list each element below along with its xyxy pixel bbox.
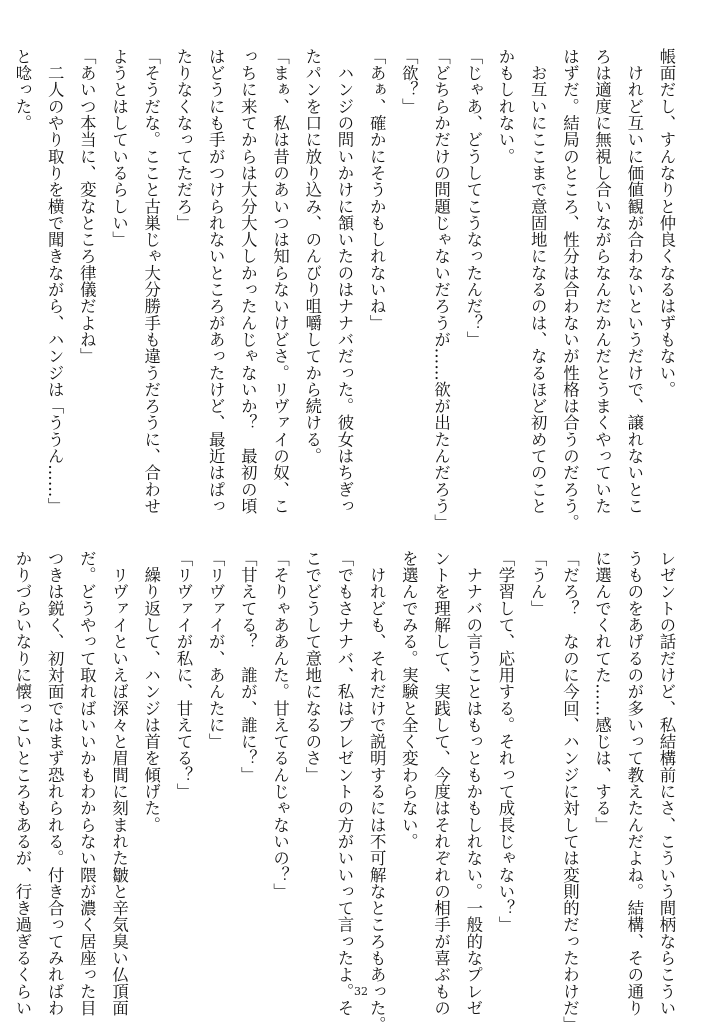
text-line: けれども、それだけで説明するには不可解なところもあった。 (367, 550, 387, 1033)
text-line: かもしれない。 (495, 48, 515, 165)
text-line: 「リヴァイが、あんたに」 (206, 550, 226, 750)
text-line: お互いにここまで意固地になるのは、なるほど初めてのこと (528, 48, 548, 515)
text-line: ハンジの問いかけに頷いたのはナナバだった。彼女はちぎっ (334, 48, 354, 515)
text-line: かりづらいなりに懐っこいところもあるが、行き過ぎるくらい (12, 550, 32, 1017)
text-line: はどうにも手がつけられないところがあったけど、最近はぱっ (206, 48, 226, 515)
text-line: 「欲？」 (399, 48, 419, 115)
text-line: うものをあげるのが多いって教えたんだよね。結構、その通り (624, 550, 644, 1017)
text-line: 帳面だし、すんなりと仲良くなるはずもない。 (657, 48, 676, 398)
text-line (0, 48, 6, 500)
text-line: 二人のやり取りを横で聞きながら、ハンジは「ううん……」 (45, 48, 65, 515)
text-line: 「学習して、応用する。それって成長じゃない？」 (495, 550, 515, 933)
text-line: と唸った。 (12, 48, 32, 132)
text-line: 「そりゃああんた。甘えてるんじゃないの？」 (270, 550, 290, 900)
text-line: 「じゃあ、どうしてこうなったんだ？」 (463, 48, 483, 348)
text-line: 「うん」 (528, 550, 548, 617)
text-line: に選んでくれてた……感じは、する」 (592, 550, 612, 834)
text-line: 「でもさナナバ、私はプレゼントの方がいいって言ったよ。そ (334, 550, 354, 1017)
text-line: 「リヴァイが私に、甘えてる？」 (173, 550, 193, 800)
text-line: 「まぁ、私は昔のあいつは知らないけどさ。リヴァイの奴、こ (270, 48, 290, 515)
text-line: レゼントの話だけど、私結構前にさ、こういう間柄ならこうい (657, 550, 676, 1017)
text-line: けれど互いに価値観が合わないというだけで、譲れないとこ (624, 48, 644, 515)
top-text-block (12, 48, 682, 531)
text-line: たりなくなってただろ」 (173, 48, 193, 232)
text-line: 「あいつ本当に、変なところ律儀だよね」 (77, 48, 97, 365)
text-line: だ。どうやって取ればいいかもわからない隈が濃く居座った目 (77, 550, 97, 1017)
text-line: ろは適度に無視し合いながらなんだかんだとうまくやっていた (592, 48, 612, 515)
page-number: 32 (354, 985, 368, 998)
text-line: はずだ。結局のところ、性分は合わないが性格は合うのだろう。 (560, 48, 580, 531)
text-line: リヴァイといえば深々と眉間に刻まれた皺と辛気臭い仏頂面 (109, 550, 129, 1017)
text-line: っちに来てからは大分大人しかったんじゃないか？ 最初の頃 (238, 48, 258, 515)
text-line: 「そうだな。ここと古巣じゃ大分勝手も違うだろうに、合わせ (141, 48, 161, 515)
text-line: たパンを口に放り込み、のんびり咀嚼してから続ける。 (302, 48, 322, 465)
text-line: 「甘えてる？ 誰が、誰に？」 (238, 550, 258, 784)
text-line: ようとはしているらしい」 (109, 48, 129, 248)
text-line: 「どちらかだけの問題じゃないだろうが……欲が出たんだろう」 (431, 48, 451, 531)
text-line: 「あぁ、確かにそうかもしれないね」 (367, 48, 387, 332)
text-line: ントを理解して、実践して、今度はそれぞれの相手が喜ぶもの (431, 550, 451, 1017)
text-line: こでどうして意地になるのさ」 (302, 550, 322, 784)
text-line: 繰り返して、ハンジは首を傾げた。 (141, 550, 161, 834)
text-line: ナナバの言うことはもっともかもしれない。一般的なプレゼ (463, 550, 483, 1017)
text-line: を選んでみる。実験と全く変わらない。 (399, 550, 419, 850)
text-line: つきは鋭く、初対面ではまず恐れられる。付き合ってみればわ (45, 550, 65, 1017)
text-line (0, 550, 6, 978)
text-line: 「だろ？ なのに今回、ハンジに対しては変則的だったわけだ」 (560, 550, 580, 1033)
